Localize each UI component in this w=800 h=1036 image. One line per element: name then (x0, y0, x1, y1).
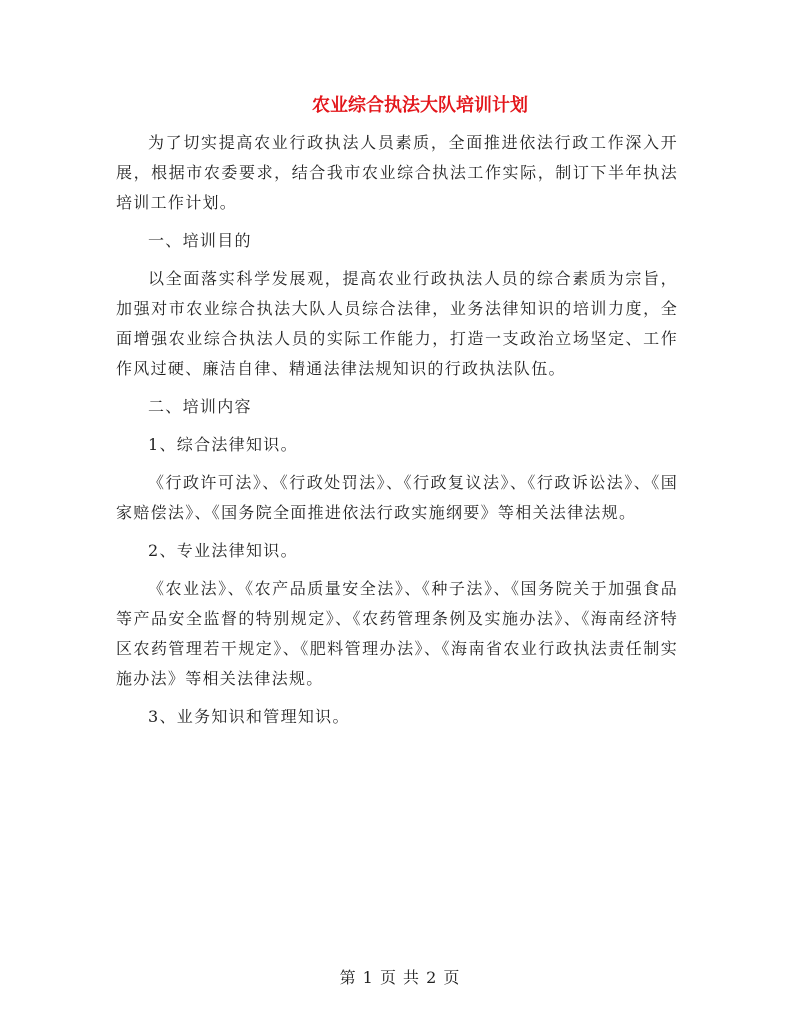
document-title: 农业综合执法大队培训计划 (312, 95, 528, 116)
subheading-business-knowledge: 3、业务知识和管理知识。 (148, 707, 350, 726)
general-law-paragraph: 《行政许可法》、《行政处罚法》、《行政复议法》、《行政诉讼法》、《国家赔偿法》、《国务院全面推进依法行政实施纲要》等相关法律法规。 (116, 473, 678, 522)
intro-paragraph: 为了切实提高农业行政执法人员素质，全面推进依法行政工作深入开展，根据市农委要求，结合我市农业综合执法工作实际，制订下半年执法培训工作计划。 (116, 133, 678, 212)
subheading-general-law: 1、综合法律知识。 (148, 435, 298, 454)
professional-law-paragraph: 《农业法》、《农产品质量安全法》、《种子法》、《国务院关于加强食品等产品安全监督的特别规定》、《农药管理条例及实施办法》、《海南经济特区农药管理若干规定》、《肥料管理办法》、《海南省农业行政执法责任制实施办法》等相关法律法规。 (116, 579, 678, 688)
document-body (116, 128, 678, 732)
purpose-paragraph: 以全面落实科学发展观，提高农业行政执法人员的综合素质为宗旨，加强对市农业综合执法大队人员综合法律，业务法律知识的培训力度，全面增强农业综合执法人员的实际工作能力，打造一支政治立场坚定、工作作风过硬、廉洁自律、精通法律法规知识的行政执法队伍。 (116, 269, 678, 378)
subheading-professional-law: 2、专业法律知识。 (148, 541, 298, 560)
section-heading-content: 二、培训内容 (148, 397, 252, 416)
section-heading-purpose: 一、培训目的 (148, 231, 252, 250)
page-number-footer: 第 1 页 共 2 页 (339, 968, 461, 987)
